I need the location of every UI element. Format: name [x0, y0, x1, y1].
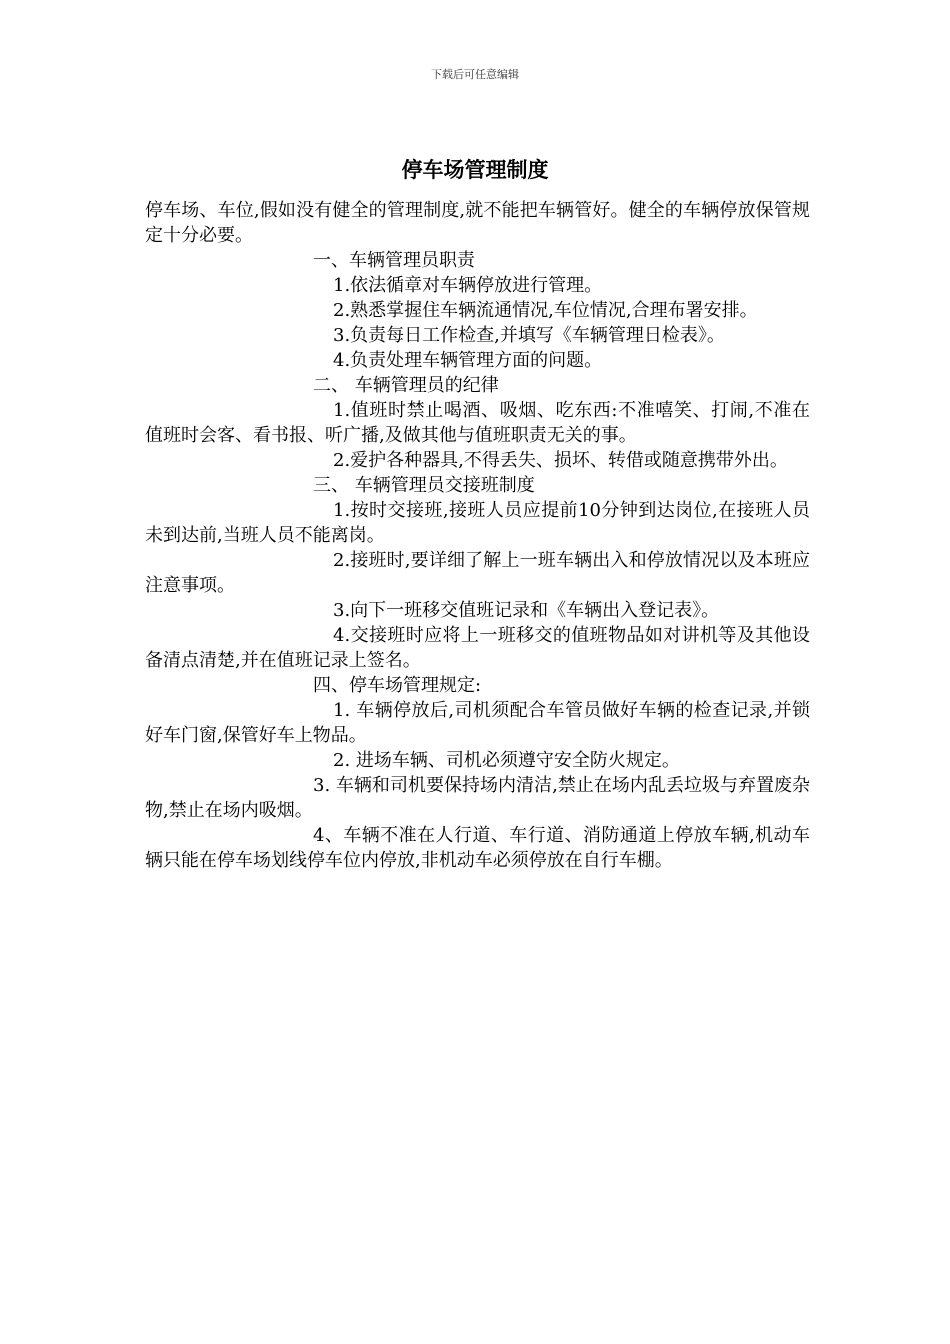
section-1-item-1: 1.依法循章对车辆停放进行管理。	[333, 275, 603, 296]
section-heading-3: 三、 车辆管理员交接班制度	[313, 475, 535, 496]
section-heading-2: 二、 车辆管理员的纪律	[313, 375, 499, 396]
section-4-item-3: 3. 车辆和司机要保持场内清洁,禁止在场内乱丢垃圾与弃置废杂物,禁止在场内吸烟。	[145, 775, 810, 821]
document-body	[145, 198, 810, 873]
section-1-item-4: 4.负责处理车辆管理方面的问题。	[333, 350, 603, 371]
section-4-item-2: 2. 进场车辆、司机必须遵守安全防火规定。	[333, 750, 680, 771]
section-2-item-2: 2.爱护各种器具,不得丢失、损坏、转借或随意携带外出。	[333, 450, 788, 471]
section-4-item-4: 4、车辆不准在人行道、车行道、消防通道上停放车辆,机动车辆只能在停车场划线停车位内停放,非机动车必须停放在自行车棚。	[145, 825, 810, 871]
section-3-item-3: 3.向下一班移交值班记录和《车辆出入登记表》。	[333, 600, 720, 621]
section-heading-1: 一、车辆管理员职责	[313, 250, 475, 271]
section-3-item-4: 4.交接班时应将上一班移交的值班物品如对讲机等及其他设备清点清楚,并在值班记录上签名。	[145, 625, 810, 671]
section-1-item-3: 3.负责每日工作检查,并填写《车辆管理日检表》。	[333, 325, 725, 346]
page-title: 停车场管理制度	[401, 158, 549, 182]
header-note: 下载后可任意编辑	[431, 68, 519, 81]
section-4-item-1: 1. 车辆停放后,司机须配合车管员做好车辆的检查记录,并锁好车门窗,保管好车上物品。	[145, 700, 810, 746]
section-1-item-2: 2.熟悉掌握住车辆流通情况,车位情况,合理布署安排。	[333, 300, 758, 321]
section-heading-4: 四、停车场管理规定:	[313, 675, 482, 696]
section-3-item-2: 2.接班时,要详细了解上一班车辆出入和停放情况以及本班应注意事项。	[145, 550, 810, 596]
section-2-item-1: 1.值班时禁止喝酒、吸烟、吃东西:不准嘻笑、打闹,不准在值班时会客、看书报、听广播,及做其他与值班职责无关的事。	[145, 400, 810, 446]
intro-paragraph: 停车场、车位,假如没有健全的管理制度,就不能把车辆管好。健全的车辆停放保管规定十分必要。	[145, 200, 810, 246]
section-3-item-1: 1.按时交接班,接班人员应提前10分钟到达岗位,在接班人员未到达前,当班人员不能离岗。	[145, 500, 810, 546]
